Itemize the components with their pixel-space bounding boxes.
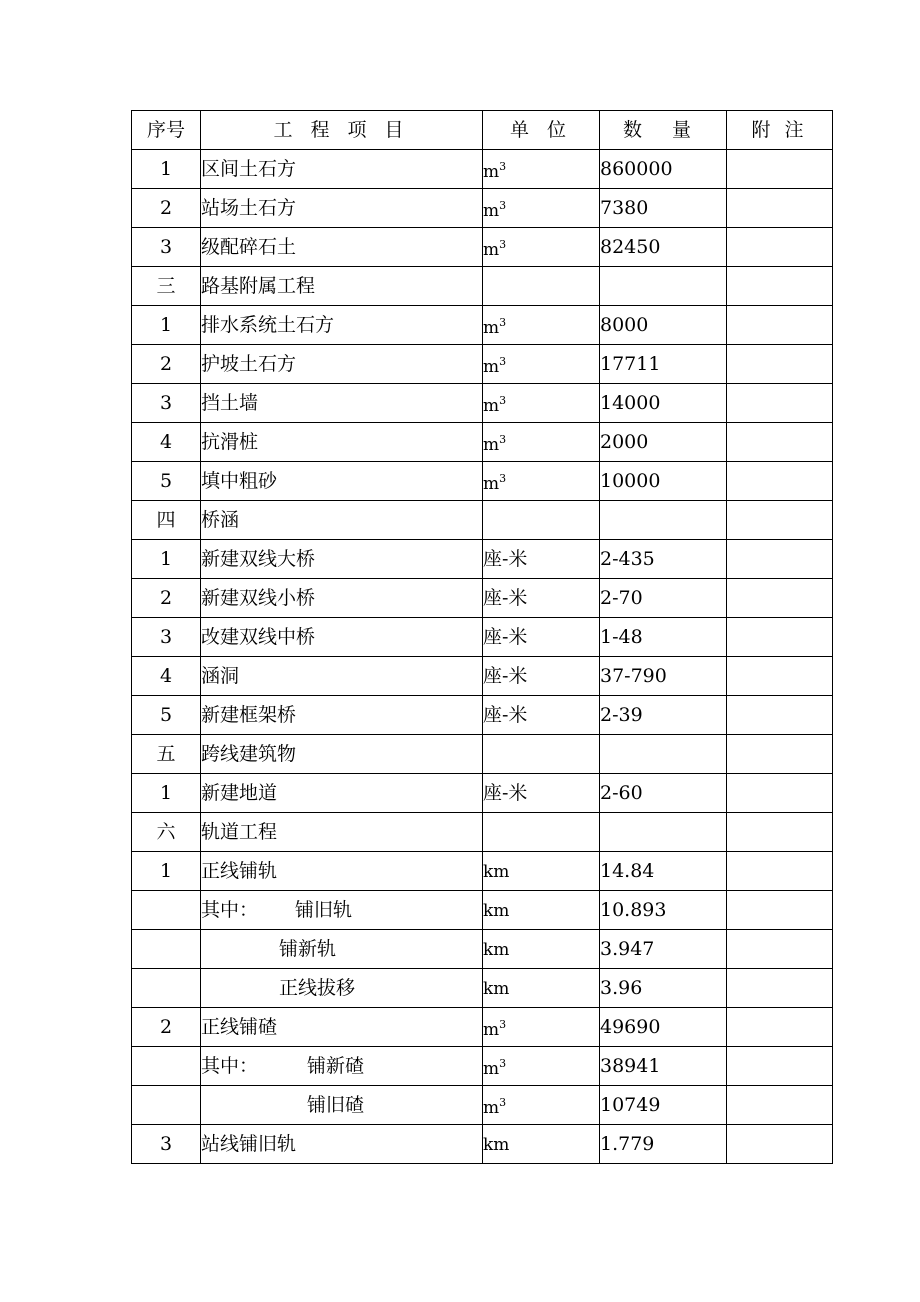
cell-serial-number: 四 [132, 501, 201, 540]
cell-work-item-text: 新建双线大桥 [201, 548, 316, 570]
cell-work-item [201, 150, 483, 189]
cell-work-item-text: 改建双线中桥 [201, 626, 316, 648]
cell-quantity: 2-39 [600, 696, 727, 735]
table-row [132, 657, 833, 696]
cell-unit [483, 228, 600, 267]
cell-serial-number [132, 930, 201, 969]
cell-unit-exponent: 3 [499, 1056, 507, 1070]
cell-work-item-prefix: 其中： [201, 899, 259, 921]
cell-work-item-text: 新建双线小桥 [201, 587, 316, 609]
cell-serial-number: 1 [132, 852, 201, 891]
cell-work-item [201, 1008, 483, 1047]
cell-quantity: 17711 [600, 345, 727, 384]
cell-remarks [727, 579, 833, 618]
table-header-row [132, 111, 833, 150]
table-row [132, 189, 833, 228]
cell-work-item-text: 区间土石方 [201, 158, 297, 180]
header-remarks: 附 注 [727, 111, 833, 150]
cell-remarks [727, 618, 833, 657]
cell-serial-number: 2 [132, 189, 201, 228]
cell-quantity: 3.96 [600, 969, 727, 1008]
table-row [132, 384, 833, 423]
cell-unit-text: m [483, 317, 500, 338]
cell-quantity: 3.947 [600, 930, 727, 969]
table-row [132, 462, 833, 501]
cell-work-item [201, 540, 483, 579]
cell-remarks [727, 1008, 833, 1047]
cell-unit-text: 座-米 [483, 782, 528, 804]
cell-work-item-text: 路基附属工程 [201, 275, 316, 297]
cell-serial-number: 2 [132, 1008, 201, 1047]
cell-remarks [727, 267, 833, 306]
cell-unit-text: km [483, 900, 510, 921]
cell-remarks [727, 774, 833, 813]
cell-serial-number [132, 891, 201, 930]
table-row [132, 501, 833, 540]
cell-work-item [201, 696, 483, 735]
cell-quantity [600, 735, 727, 774]
cell-work-item-text: 排水系统土石方 [201, 314, 335, 336]
cell-remarks [727, 930, 833, 969]
cell-serial-number: 三 [132, 267, 201, 306]
cell-work-item [201, 384, 483, 423]
cell-unit [483, 306, 600, 345]
cell-work-item-text: 抗滑桩 [201, 431, 259, 453]
cell-work-item-text: 正线铺轨 [201, 860, 278, 882]
cell-unit-text: m [483, 200, 500, 221]
cell-quantity: 10.893 [600, 891, 727, 930]
cell-serial-number: 1 [132, 774, 201, 813]
cell-unit-exponent: 3 [499, 393, 507, 407]
cell-unit [483, 501, 600, 540]
table-row [132, 267, 833, 306]
cell-work-item [201, 228, 483, 267]
table-row [132, 423, 833, 462]
cell-unit-exponent: 3 [499, 198, 507, 212]
cell-unit [483, 618, 600, 657]
cell-work-item [201, 579, 483, 618]
table-row [132, 969, 833, 1008]
cell-unit-text: 座-米 [483, 626, 528, 648]
cell-work-item [201, 1047, 483, 1086]
cell-serial-number: 3 [132, 1125, 201, 1164]
table-row [132, 930, 833, 969]
table-row [132, 813, 833, 852]
cell-remarks [727, 462, 833, 501]
cell-work-item-text: 站线铺旧轨 [201, 1133, 297, 1155]
cell-unit [483, 189, 600, 228]
cell-work-item-text: 铺旧轨 [295, 899, 353, 921]
cell-quantity: 82450 [600, 228, 727, 267]
cell-remarks [727, 735, 833, 774]
header-serial-number: 序号 [132, 111, 201, 150]
cell-work-item-text: 护坡土石方 [201, 353, 297, 375]
cell-remarks [727, 189, 833, 228]
cell-remarks [727, 501, 833, 540]
cell-unit-exponent: 3 [499, 1095, 507, 1109]
cell-serial-number: 3 [132, 228, 201, 267]
cell-work-item-text: 新建地道 [201, 782, 278, 804]
table-row [132, 1086, 833, 1125]
cell-unit-exponent: 3 [499, 354, 507, 368]
cell-unit [483, 150, 600, 189]
cell-remarks [727, 150, 833, 189]
cell-serial-number: 5 [132, 462, 201, 501]
cell-remarks [727, 540, 833, 579]
cell-unit [483, 462, 600, 501]
cell-unit-exponent: 3 [499, 1017, 507, 1031]
table-body [132, 111, 833, 1164]
cell-unit-text: m [483, 395, 500, 416]
cell-unit [483, 1125, 600, 1164]
cell-work-item-text: 跨线建筑物 [201, 743, 297, 765]
cell-unit-exponent: 3 [499, 159, 507, 173]
cell-remarks [727, 384, 833, 423]
cell-work-item [201, 657, 483, 696]
cell-unit [483, 384, 600, 423]
cell-serial-number: 1 [132, 150, 201, 189]
cell-unit-text: km [483, 861, 510, 882]
cell-remarks [727, 852, 833, 891]
cell-unit [483, 345, 600, 384]
cell-unit-text: km [483, 978, 510, 999]
cell-remarks [727, 306, 833, 345]
cell-unit-text: 座-米 [483, 548, 528, 570]
cell-unit-text: m [483, 434, 500, 455]
cell-work-item-text: 正线铺碴 [201, 1016, 278, 1038]
cell-serial-number: 4 [132, 423, 201, 462]
cell-remarks [727, 228, 833, 267]
cell-work-item-text: 桥涵 [201, 509, 240, 531]
cell-unit [483, 540, 600, 579]
cell-unit-text: m [483, 239, 500, 260]
cell-work-item [201, 1086, 483, 1125]
cell-quantity: 2-70 [600, 579, 727, 618]
cell-work-item [201, 189, 483, 228]
cell-unit-text: km [483, 939, 510, 960]
cell-work-item-text: 挡土墙 [201, 392, 259, 414]
cell-unit-text: 座-米 [483, 665, 528, 687]
cell-work-item [201, 501, 483, 540]
cell-remarks [727, 345, 833, 384]
cell-work-item-text: 涵洞 [201, 665, 240, 687]
cell-quantity: 2-435 [600, 540, 727, 579]
cell-quantity: 7380 [600, 189, 727, 228]
table-row [132, 1008, 833, 1047]
cell-serial-number: 六 [132, 813, 201, 852]
cell-remarks [727, 969, 833, 1008]
cell-work-item-text: 填中粗砂 [201, 470, 278, 492]
cell-unit-text: 座-米 [483, 587, 528, 609]
cell-quantity: 1.779 [600, 1125, 727, 1164]
cell-work-item [201, 813, 483, 852]
cell-work-item-text: 铺旧碴 [307, 1094, 365, 1116]
header-work-item: 工 程 项 目 [201, 111, 483, 150]
cell-quantity: 8000 [600, 306, 727, 345]
cell-work-item [201, 462, 483, 501]
cell-remarks [727, 1086, 833, 1125]
cell-quantity [600, 501, 727, 540]
cell-remarks [727, 657, 833, 696]
cell-unit [483, 579, 600, 618]
cell-serial-number: 5 [132, 696, 201, 735]
cell-unit [483, 1086, 600, 1125]
cell-unit [483, 267, 600, 306]
table-row [132, 306, 833, 345]
cell-work-item [201, 618, 483, 657]
cell-work-item-text: 铺新碴 [307, 1055, 365, 1077]
cell-unit [483, 891, 600, 930]
cell-serial-number: 1 [132, 306, 201, 345]
cell-work-item-text: 新建框架桥 [201, 704, 297, 726]
cell-remarks [727, 1125, 833, 1164]
cell-work-item [201, 852, 483, 891]
cell-unit [483, 423, 600, 462]
cell-quantity: 10000 [600, 462, 727, 501]
cell-unit [483, 969, 600, 1008]
cell-unit [483, 1047, 600, 1086]
cell-quantity: 2000 [600, 423, 727, 462]
cell-unit [483, 852, 600, 891]
cell-work-item-text: 铺新轨 [279, 938, 337, 960]
cell-work-item [201, 1125, 483, 1164]
table-row [132, 1125, 833, 1164]
cell-unit-text: m [483, 356, 500, 377]
cell-quantity: 14.84 [600, 852, 727, 891]
cell-quantity: 49690 [600, 1008, 727, 1047]
cell-quantity: 14000 [600, 384, 727, 423]
cell-serial-number [132, 1047, 201, 1086]
cell-work-item-prefix: 其中： [201, 1055, 259, 1077]
cell-work-item-text: 正线拔移 [279, 977, 356, 999]
cell-quantity: 860000 [600, 150, 727, 189]
cell-unit-exponent: 3 [499, 432, 507, 446]
cell-unit-exponent: 3 [499, 471, 507, 485]
cell-work-item [201, 891, 483, 930]
cell-unit [483, 930, 600, 969]
cell-unit [483, 657, 600, 696]
cell-work-item [201, 735, 483, 774]
cell-remarks [727, 1047, 833, 1086]
cell-unit [483, 735, 600, 774]
cell-serial-number: 3 [132, 384, 201, 423]
cell-quantity [600, 813, 727, 852]
cell-work-item [201, 774, 483, 813]
cell-serial-number [132, 969, 201, 1008]
cell-remarks [727, 423, 833, 462]
table-row [132, 228, 833, 267]
cell-serial-number: 五 [132, 735, 201, 774]
cell-remarks [727, 813, 833, 852]
cell-remarks [727, 696, 833, 735]
cell-unit-text: m [483, 473, 500, 494]
cell-unit-exponent: 3 [499, 237, 507, 251]
cell-work-item [201, 930, 483, 969]
cell-unit-text: m [483, 161, 500, 182]
cell-unit-exponent: 3 [499, 315, 507, 329]
cell-work-item [201, 345, 483, 384]
cell-unit [483, 696, 600, 735]
table-row [132, 852, 833, 891]
cell-unit [483, 1008, 600, 1047]
cell-remarks [727, 891, 833, 930]
cell-unit-text: 座-米 [483, 704, 528, 726]
engineering-quantity-sheet [131, 110, 832, 1164]
cell-serial-number: 4 [132, 657, 201, 696]
cell-work-item-text: 轨道工程 [201, 821, 278, 843]
cell-serial-number: 2 [132, 579, 201, 618]
cell-quantity: 2-60 [600, 774, 727, 813]
cell-unit-text: km [483, 1134, 510, 1155]
table-row [132, 579, 833, 618]
cell-work-item [201, 423, 483, 462]
cell-unit-text: m [483, 1097, 500, 1118]
cell-unit-text: m [483, 1019, 500, 1040]
table-row [132, 735, 833, 774]
cell-serial-number: 2 [132, 345, 201, 384]
table-row [132, 618, 833, 657]
cell-quantity: 37-790 [600, 657, 727, 696]
cell-unit [483, 813, 600, 852]
cell-unit [483, 774, 600, 813]
cell-work-item [201, 267, 483, 306]
table-row [132, 150, 833, 189]
cell-work-item [201, 306, 483, 345]
header-unit: 单 位 [483, 111, 600, 150]
cell-quantity [600, 267, 727, 306]
table-row [132, 540, 833, 579]
table-row [132, 696, 833, 735]
cell-work-item-text: 站场土石方 [201, 197, 297, 219]
table-row [132, 345, 833, 384]
table-row [132, 891, 833, 930]
cell-quantity: 38941 [600, 1047, 727, 1086]
table-row [132, 774, 833, 813]
cell-work-item [201, 969, 483, 1008]
engineering-quantity-table [131, 110, 833, 1164]
cell-serial-number: 1 [132, 540, 201, 579]
cell-work-item-text: 级配碎石土 [201, 236, 297, 258]
cell-serial-number: 3 [132, 618, 201, 657]
cell-unit-text: m [483, 1058, 500, 1079]
cell-quantity: 1-48 [600, 618, 727, 657]
table-row [132, 1047, 833, 1086]
header-quantity: 数 量 [600, 111, 727, 150]
cell-serial-number [132, 1086, 201, 1125]
cell-quantity: 10749 [600, 1086, 727, 1125]
